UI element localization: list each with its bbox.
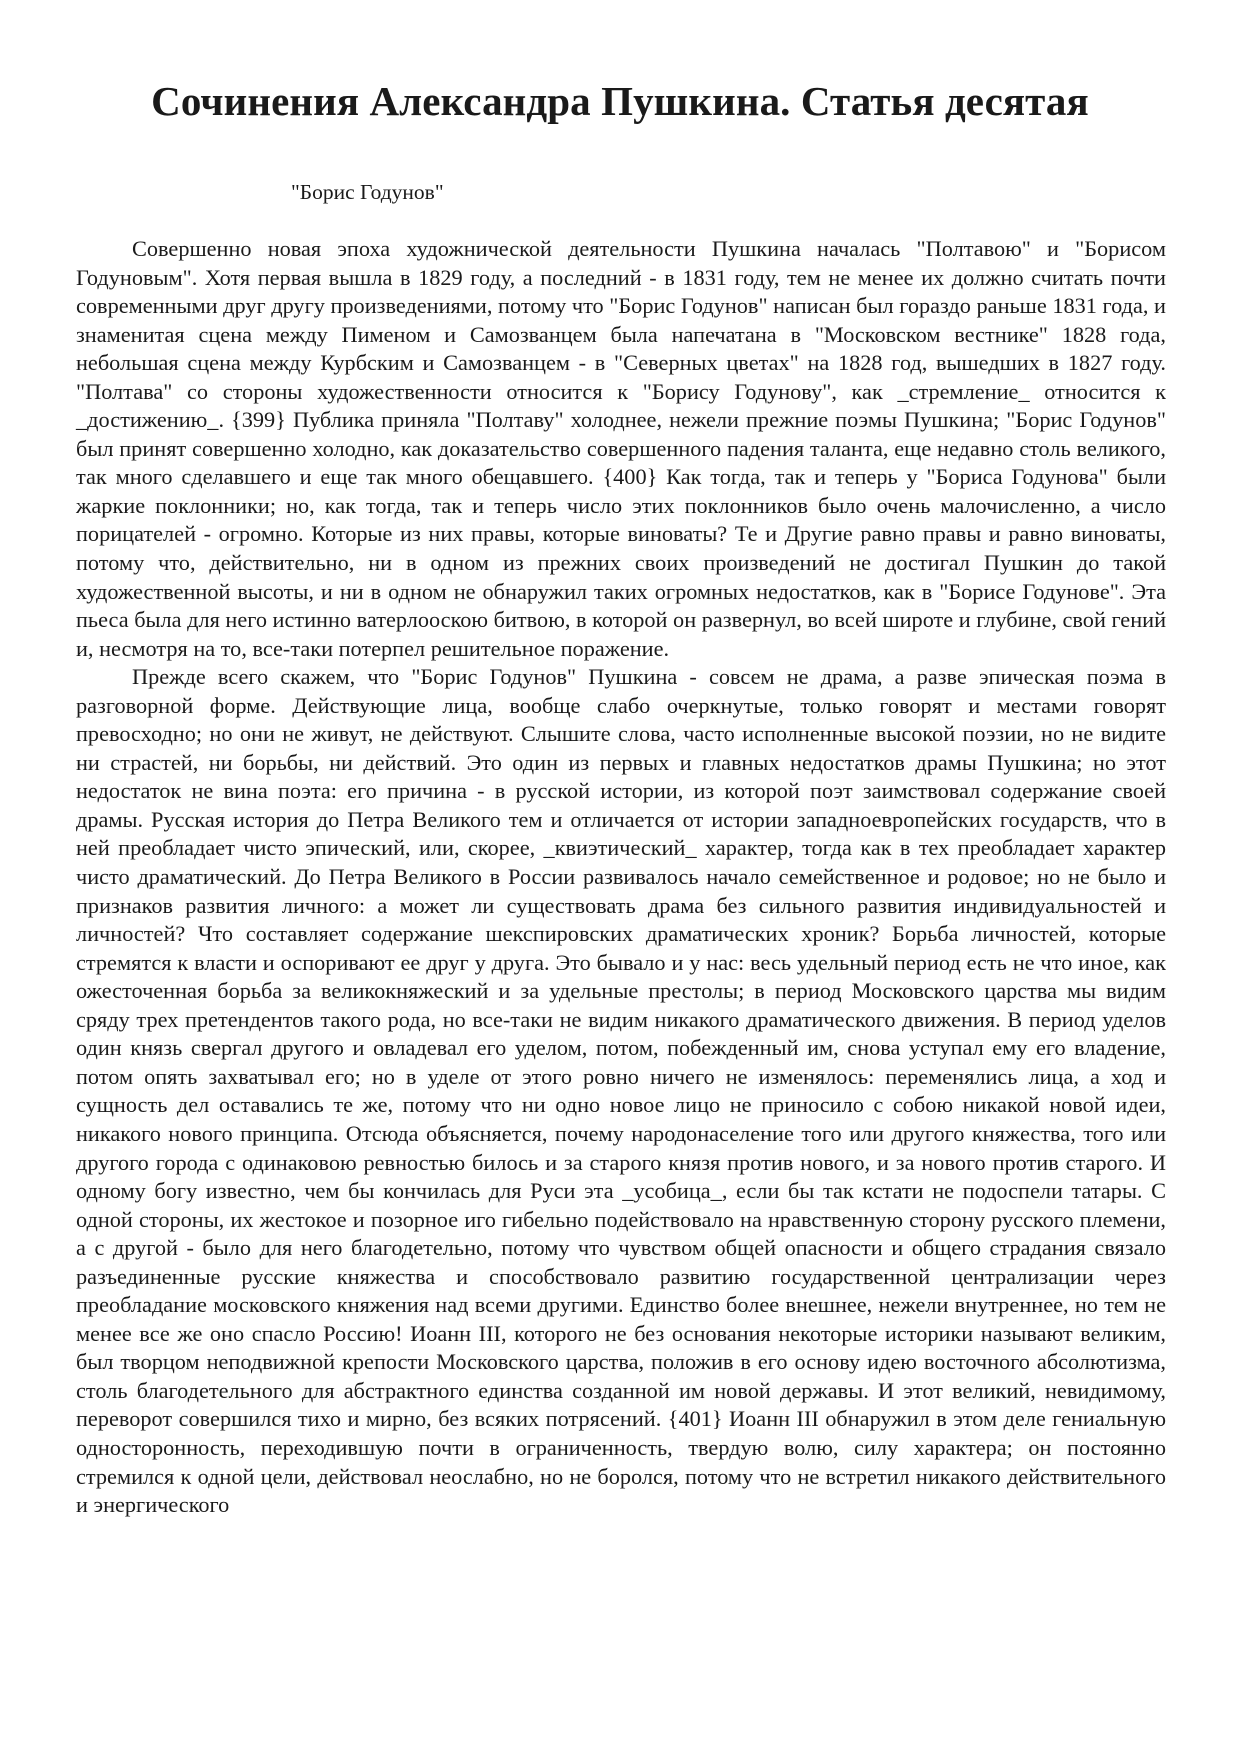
paragraph: Прежде всего скажем, что "Борис Годунов" Пушкина - совсем не драма, а разве эпическая поэма в разговорной форме. Действующие лица, вообще слабо очеркнутые, только говорят и местами говорят превосходно; но они не живут, не действуют. Слышите слова, часто исполненные высокой поэзии, но не видите ни страстей, ни борьбы, ни действий. Это один из первых и главных недостатков драмы Пушкина; но этот недостаток не вина поэта: его причина - в русской истории, из которой поэт заимствовал содержание своей драмы. Русская история до Петра Великого тем и отличается от истории западноевропейских государств, что в ней преобладает чисто эпический, или, скорее, _квиэтический_ характер, тогда как в тех преобладает характер чисто драматический. До Петра Великого в России развивалось начало семейственное и родовое; но не было и признаков развития личного: а может ли существовать драма без сильного развития индивидуальностей и личностей? Что составляет содержание шекспировских драматических хроник? Борьба личностей, которые стремятся к власти и оспоривают ее друг у друга. Это бывало и у нас: весь удельный период есть не что иное, как ожесточенная борьба за великокняжеский и за удельные престолы; в период Московского царства мы видим сряду трех претендентов такого рода, но все-таки не видим никакого драматического движения. В период уделов один князь свергал другого и овладевал его уделом, потом, побежденный им, снова уступал ему его владение, потом опять захватывал его; но в уделе от этого ровно ничего не изменялось: переменялись лица, а ход и сущность дел оставались те же, потому что ни одно новое лицо не приносило с собою никакой новой идеи, никакого нового принципа. Отсюда объясняется, почему народонаселение того или другого княжества, того или другого города с одинаковою ревностью билось и за старого князя против нового, и за нового против старого. И одному богу известно, чем бы кончилась для Руси эта _усобица_, если бы так кстати не подоспели татары. С одной стороны, их жестокое и позорное иго гибельно подействовало на нравственную сторону русского племени, а с другой - было для него благодетельно, потому что чувством общей опасности и общего страдания связало разъединенные русские княжества и способствовало развитию государственной централизации через преобладание московского княжения над всеми другими. Единство более внешнее, нежели внутреннее, но тем не менее все же оно спасло Россию! Иоанн III, которого не без основания некоторые историки называют великим, был творцом неподвижной крепости Московского царства, положив в его основу идею восточного абсолютизма, столь благодетельного для абстрактного единства созданной им новой державы. И этот великий, невидимому, переворот совершился тихо и мирно, без всяких потрясений. {401} Иоанн III обнаружил в этом деле гениальную односторонность, переходившую почти в ограниченность, твердую волю, силу характера; он постоянно стремился к одной цели, действовал неослабно, но не боролся, потому что не встретил никакого действительного и энергического: [76, 664, 1166, 1518]
paragraph: Совершенно новая эпоха художнической деятельности Пушкина началась "Полтавою" и "Борисом Годуновым". Хотя первая вышла в 1829 году, а последний - в 1831 году, тем не менее их должно считать почти современными друг другу произведениями, потому что "Борис Годунов" написан был гораздо раньше 1831 года, и знаменитая сцена между Пименом и Самозванцем была напечатана в "Московском вестнике" 1828 года, небольшая сцена между Курбским и Самозванцем - в "Северных цветах" на 1828 год, вышедших в 1827 году. "Полтава" со стороны художественности относится к "Борису Годунову", как _стремление_ относится к _достижению_. {399} Публика приняла "Полтаву" холоднее, нежели прежние поэмы Пушкина; "Борис Годунов" был принят совершенно холодно, как доказательство совершенного падения таланта, еще недавно столь великого, так много сделавшего и еще так много обещавшего. {400} Как тогда, так и теперь у "Бориса Годунова" были жаркие поклонники; но, как тогда, так и теперь число этих поклонников было очень малочисленно, а число порицателей - огромно. Которые из них правы, которые виноваты? Те и Другие равно правы и равно виноваты, потому что, действительно, ни в одном из прежних своих произведений не достигал Пушкин до такой художественной высоты, и ни в одном не обнаружил таких огромных недостатков, как в "Борисе Годунове". Эта пьеса была для него истинно ватерлооскою битвою, в которой он развернул, во всей широте и глубине, свой гений и, несмотря на то, все-таки потерпел решительное поражение.: [76, 236, 1166, 661]
document-title: Сочинения Александра Пушкина. Статья десятая: [151, 78, 1089, 124]
document-body: [76, 235, 1166, 1520]
document-subtitle: "Борис Годунов": [291, 180, 444, 204]
